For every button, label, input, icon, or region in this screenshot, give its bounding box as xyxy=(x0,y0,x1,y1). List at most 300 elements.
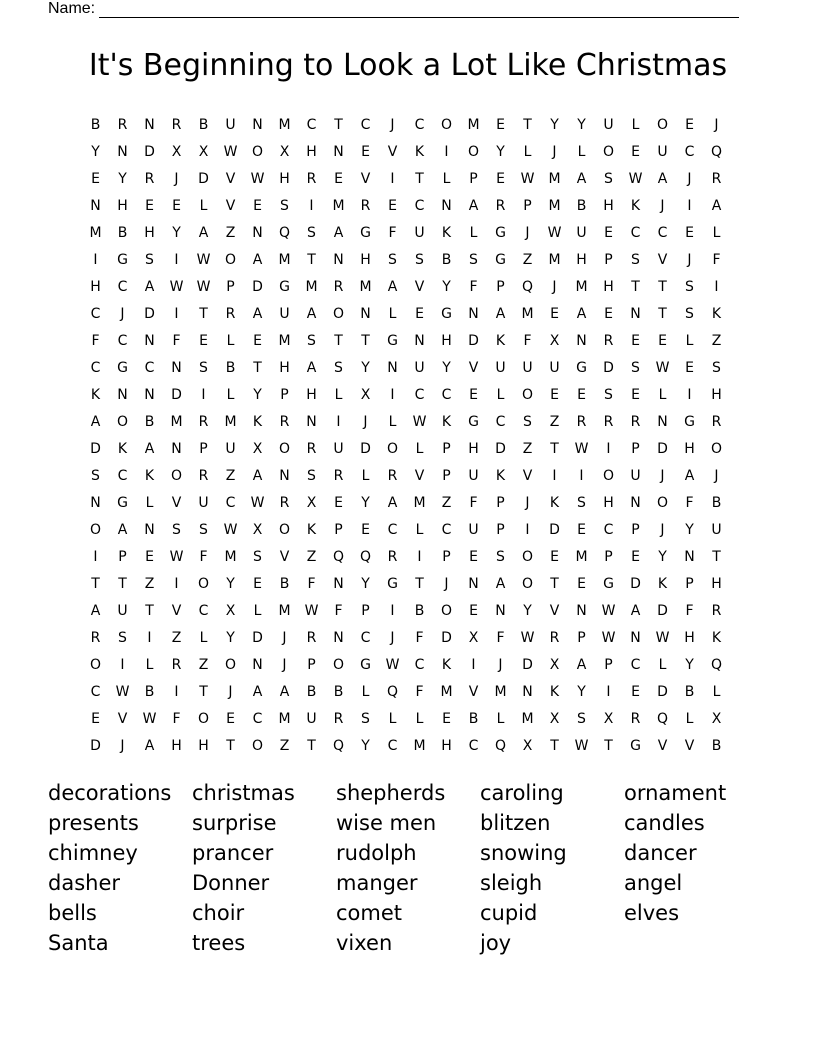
grid-letter: D xyxy=(630,576,641,592)
grid-letter: O xyxy=(224,657,237,673)
grid-letter: Y xyxy=(442,360,451,376)
grid-letter: L xyxy=(577,144,586,160)
grid-letter: I xyxy=(174,306,179,322)
grid-letter: U xyxy=(630,468,641,484)
grid-letter: E xyxy=(415,306,424,322)
grid-letter: P xyxy=(469,171,478,187)
grid-letter: W xyxy=(601,603,616,619)
grid-letter: C xyxy=(90,306,101,322)
grid-letter: H xyxy=(306,144,317,160)
grid-letter: H xyxy=(279,171,290,187)
grid-letter: R xyxy=(387,549,398,565)
grid-letter: I xyxy=(687,198,692,214)
grid-letter: W xyxy=(520,630,535,646)
grid-row xyxy=(82,301,730,328)
grid-letter: K xyxy=(549,495,560,511)
grid-letter: H xyxy=(603,495,614,511)
grid-letter: O xyxy=(467,144,480,160)
grid-letter: Y xyxy=(685,657,694,673)
grid-letter: A xyxy=(252,468,263,484)
grid-letter: H xyxy=(603,198,614,214)
grid-letter: N xyxy=(252,657,263,673)
grid-letter: X xyxy=(549,333,560,349)
grid-letter: Z xyxy=(306,549,317,565)
grid-letter: E xyxy=(145,549,154,565)
grid-letter: Q xyxy=(710,657,723,673)
grid-letter: I xyxy=(336,414,341,430)
letter-grid xyxy=(82,112,730,760)
grid-letter: A xyxy=(252,684,263,700)
grid-letter: P xyxy=(442,549,451,565)
grid-row xyxy=(82,382,730,409)
grid-letter: B xyxy=(576,198,587,214)
grid-letter: D xyxy=(657,603,668,619)
grid-row xyxy=(82,598,730,625)
grid-letter: A xyxy=(468,198,479,214)
grid-letter: P xyxy=(604,549,613,565)
grid-letter: P xyxy=(307,657,316,673)
grid-letter: Z xyxy=(171,630,182,646)
grid-letter: B xyxy=(198,117,209,133)
name-field xyxy=(48,0,748,18)
grid-letter: Y xyxy=(442,279,451,295)
grid-letter: N xyxy=(684,549,695,565)
grid-letter: X xyxy=(252,441,263,457)
grid-letter: A xyxy=(144,738,155,754)
grid-letter: W xyxy=(169,279,184,295)
grid-letter: W xyxy=(601,630,616,646)
grid-letter: T xyxy=(604,738,613,754)
grid-letter: I xyxy=(201,387,206,403)
grid-letter: O xyxy=(521,387,534,403)
grid-letter: J xyxy=(525,225,530,241)
grid-letter: W xyxy=(250,495,265,511)
grid-letter: W xyxy=(250,171,265,187)
grid-letter: N xyxy=(90,495,101,511)
grid-letter: T xyxy=(658,306,667,322)
grid-letter: H xyxy=(684,630,695,646)
grid-letter: O xyxy=(656,495,669,511)
grid-letter: O xyxy=(116,414,129,430)
grid-letter: V xyxy=(468,684,479,700)
grid-letter: M xyxy=(548,252,561,268)
grid-letter: T xyxy=(550,576,559,592)
grid-letter: A xyxy=(306,306,317,322)
grid-letter: N xyxy=(387,360,398,376)
grid-letter: K xyxy=(117,441,128,457)
grid-row xyxy=(82,679,730,706)
grid-letter: R xyxy=(306,441,317,457)
grid-letter: H xyxy=(711,387,722,403)
grid-letter: L xyxy=(658,387,667,403)
grid-letter: H xyxy=(90,279,101,295)
grid-letter: M xyxy=(413,495,426,511)
grid-letter: Y xyxy=(253,387,262,403)
grid-letter: P xyxy=(442,468,451,484)
grid-letter: M xyxy=(548,171,561,187)
grid-letter: S xyxy=(280,198,289,214)
grid-letter: G xyxy=(603,576,614,592)
word-bank-item: chimney xyxy=(48,841,138,865)
grid-letter: C xyxy=(684,144,695,160)
grid-letter: E xyxy=(550,549,559,565)
grid-letter: P xyxy=(604,657,613,673)
grid-letter: O xyxy=(602,144,615,160)
grid-letter: T xyxy=(334,333,343,349)
grid-letter: H xyxy=(603,279,614,295)
word-bank-item: blitzen xyxy=(480,811,551,835)
word-bank-item: Santa xyxy=(48,931,109,955)
grid-letter: T xyxy=(307,738,316,754)
grid-letter: C xyxy=(441,387,452,403)
grid-letter: W xyxy=(223,522,238,538)
grid-letter: L xyxy=(469,225,478,241)
grid-letter: R xyxy=(333,711,344,727)
grid-letter: T xyxy=(631,279,640,295)
grid-letter: P xyxy=(280,387,289,403)
grid-letter: X xyxy=(171,144,182,160)
grid-letter: N xyxy=(144,522,155,538)
grid-letter: Z xyxy=(279,738,290,754)
grid-letter: Z xyxy=(144,576,155,592)
grid-letter: H xyxy=(360,252,371,268)
grid-letter: Y xyxy=(361,360,370,376)
grid-letter: J xyxy=(687,252,692,268)
grid-letter: A xyxy=(657,171,668,187)
grid-letter: N xyxy=(279,468,290,484)
grid-letter: W xyxy=(304,603,319,619)
grid-letter: H xyxy=(441,738,452,754)
grid-letter: S xyxy=(604,171,613,187)
grid-letter: T xyxy=(361,333,370,349)
grid-letter: A xyxy=(576,306,587,322)
grid-letter: J xyxy=(282,657,287,673)
grid-letter: U xyxy=(306,711,317,727)
grid-letter: G xyxy=(630,738,641,754)
grid-letter: X xyxy=(225,603,236,619)
grid-letter: I xyxy=(714,279,719,295)
grid-letter: V xyxy=(387,144,398,160)
grid-letter: E xyxy=(631,144,640,160)
grid-letter: C xyxy=(306,117,317,133)
word-bank-item: shepherds xyxy=(336,781,446,805)
grid-letter: C xyxy=(387,522,398,538)
grid-letter: K xyxy=(441,657,452,673)
grid-letter: Z xyxy=(711,333,722,349)
grid-letter: Z xyxy=(198,657,209,673)
grid-letter: F xyxy=(415,684,424,700)
grid-letter: Y xyxy=(361,576,370,592)
grid-row xyxy=(82,490,730,517)
grid-letter: S xyxy=(604,387,613,403)
grid-letter: B xyxy=(225,360,236,376)
grid-letter: T xyxy=(118,576,127,592)
grid-letter: U xyxy=(414,225,425,241)
grid-letter: O xyxy=(170,468,183,484)
grid-letter: P xyxy=(361,603,370,619)
grid-letter: F xyxy=(415,630,424,646)
grid-letter: U xyxy=(603,117,614,133)
grid-letter: O xyxy=(332,306,345,322)
grid-letter: P xyxy=(631,522,640,538)
grid-letter: K xyxy=(414,144,425,160)
grid-row xyxy=(82,166,730,193)
word-bank-item: Donner xyxy=(192,871,270,895)
word-bank-item: sleigh xyxy=(480,871,543,895)
grid-letter: M xyxy=(548,198,561,214)
grid-letter: S xyxy=(523,414,532,430)
grid-letter: W xyxy=(115,684,130,700)
grid-letter: K xyxy=(441,225,452,241)
grid-letter: S xyxy=(577,711,586,727)
grid-letter: X xyxy=(252,522,263,538)
grid-letter: E xyxy=(91,711,100,727)
grid-letter: R xyxy=(576,414,587,430)
grid-letter: Y xyxy=(361,495,370,511)
grid-letter: X xyxy=(711,711,722,727)
grid-row xyxy=(82,247,730,274)
grid-letter: K xyxy=(549,684,560,700)
grid-letter: J xyxy=(174,171,179,187)
grid-letter: S xyxy=(685,279,694,295)
grid-letter: Q xyxy=(278,225,291,241)
grid-letter: U xyxy=(198,495,209,511)
grid-letter: L xyxy=(388,711,397,727)
grid-letter: R xyxy=(495,198,506,214)
grid-letter: N xyxy=(117,387,128,403)
grid-letter: T xyxy=(199,306,208,322)
grid-letter: T xyxy=(712,549,721,565)
grid-letter: C xyxy=(90,684,101,700)
grid-letter: G xyxy=(117,360,128,376)
grid-letter: E xyxy=(631,684,640,700)
grid-letter: O xyxy=(278,441,291,457)
grid-letter: N xyxy=(333,144,344,160)
grid-letter: D xyxy=(522,657,533,673)
grid-letter: C xyxy=(414,198,425,214)
grid-letter: E xyxy=(361,522,370,538)
grid-letter: T xyxy=(658,279,667,295)
grid-letter: Q xyxy=(710,144,723,160)
grid-letter: L xyxy=(145,495,154,511)
grid-letter: X xyxy=(306,495,317,511)
grid-letter: X xyxy=(522,738,533,754)
grid-letter: C xyxy=(414,387,425,403)
grid-letter: W xyxy=(655,630,670,646)
word-bank-item: surprise xyxy=(192,811,277,835)
grid-letter: V xyxy=(657,252,668,268)
grid-letter: O xyxy=(224,252,237,268)
grid-letter: C xyxy=(630,225,641,241)
grid-letter: H xyxy=(711,576,722,592)
word-bank-item: ornament xyxy=(624,781,727,805)
grid-letter: R xyxy=(603,333,614,349)
grid-letter: S xyxy=(685,306,694,322)
grid-letter: H xyxy=(144,225,155,241)
grid-letter: U xyxy=(468,468,479,484)
grid-letter: P xyxy=(631,441,640,457)
grid-letter: R xyxy=(711,603,722,619)
grid-letter: D xyxy=(603,360,614,376)
grid-letter: V xyxy=(522,468,533,484)
grid-letter: J xyxy=(714,117,719,133)
word-bank-item: joy xyxy=(480,931,512,955)
grid-letter: E xyxy=(550,306,559,322)
grid-letter: N xyxy=(306,414,317,430)
grid-letter: S xyxy=(415,252,424,268)
grid-letter: H xyxy=(171,738,182,754)
grid-letter: O xyxy=(656,117,669,133)
grid-letter: W xyxy=(196,279,211,295)
grid-letter: A xyxy=(684,468,695,484)
grid-letter: L xyxy=(388,306,397,322)
grid-letter: S xyxy=(253,549,262,565)
grid-letter: M xyxy=(89,225,102,241)
grid-letter: X xyxy=(198,144,209,160)
grid-letter: U xyxy=(225,117,236,133)
grid-letter: G xyxy=(360,225,371,241)
grid-letter: L xyxy=(361,684,370,700)
grid-letter: W xyxy=(142,711,157,727)
grid-letter: N xyxy=(522,684,533,700)
grid-letter: R xyxy=(387,468,398,484)
grid-letter: P xyxy=(685,576,694,592)
grid-letter: P xyxy=(577,630,586,646)
grid-letter: T xyxy=(415,576,424,592)
grid-letter: N xyxy=(333,576,344,592)
word-bank-item: elves xyxy=(624,901,680,925)
word-bank-item: comet xyxy=(336,901,403,925)
grid-row xyxy=(82,652,730,679)
grid-letter: L xyxy=(496,387,505,403)
grid-row xyxy=(82,544,730,571)
grid-letter: R xyxy=(603,414,614,430)
grid-letter: U xyxy=(468,522,479,538)
word-bank-item: caroling xyxy=(480,781,564,805)
grid-letter: I xyxy=(606,441,611,457)
grid-letter: M xyxy=(170,414,183,430)
grid-letter: K xyxy=(144,468,155,484)
grid-letter: C xyxy=(90,360,101,376)
grid-letter: I xyxy=(120,657,125,673)
grid-letter: L xyxy=(631,117,640,133)
grid-letter: G xyxy=(387,576,398,592)
grid-letter: R xyxy=(333,279,344,295)
grid-letter: R xyxy=(630,711,641,727)
grid-letter: G xyxy=(387,333,398,349)
grid-row xyxy=(82,409,730,436)
grid-letter: J xyxy=(120,306,125,322)
grid-letter: E xyxy=(469,549,478,565)
grid-letter: T xyxy=(199,684,208,700)
grid-letter: N xyxy=(630,630,641,646)
grid-letter: T xyxy=(550,441,559,457)
grid-letter: B xyxy=(711,738,722,754)
word-bank-column xyxy=(624,778,768,958)
grid-letter: N xyxy=(90,198,101,214)
word-bank-item: decorations xyxy=(48,781,172,805)
grid-letter: R xyxy=(333,468,344,484)
grid-letter: I xyxy=(174,576,179,592)
grid-letter: K xyxy=(441,414,452,430)
word-bank xyxy=(48,778,768,958)
grid-letter: C xyxy=(657,225,668,241)
grid-letter: N xyxy=(144,117,155,133)
grid-letter: T xyxy=(226,738,235,754)
grid-letter: S xyxy=(91,468,100,484)
grid-letter: L xyxy=(361,468,370,484)
name-underline xyxy=(99,1,739,18)
grid-letter: E xyxy=(253,576,262,592)
grid-letter: E xyxy=(685,117,694,133)
grid-letter: G xyxy=(495,225,506,241)
grid-letter: E xyxy=(253,333,262,349)
grid-row xyxy=(82,220,730,247)
grid-row xyxy=(82,193,730,220)
grid-letter: D xyxy=(144,306,155,322)
grid-letter: O xyxy=(602,468,615,484)
grid-letter: E xyxy=(91,171,100,187)
grid-letter: V xyxy=(360,171,371,187)
grid-letter: J xyxy=(660,198,665,214)
grid-letter: U xyxy=(522,360,533,376)
grid-letter: D xyxy=(198,171,209,187)
grid-letter: S xyxy=(631,252,640,268)
word-bank-column xyxy=(480,778,624,958)
grid-letter: H xyxy=(441,333,452,349)
grid-letter: R xyxy=(711,171,722,187)
grid-letter: J xyxy=(498,657,503,673)
grid-letter: W xyxy=(628,171,643,187)
grid-letter: O xyxy=(251,738,264,754)
grid-row xyxy=(82,274,730,301)
grid-letter: D xyxy=(252,279,263,295)
grid-letter: K xyxy=(495,333,506,349)
grid-letter: C xyxy=(387,738,398,754)
grid-letter: L xyxy=(658,657,667,673)
grid-letter: Z xyxy=(225,468,236,484)
grid-letter: A xyxy=(252,306,263,322)
grid-letter: A xyxy=(279,684,290,700)
grid-letter: F xyxy=(496,630,505,646)
grid-letter: L xyxy=(226,387,235,403)
grid-letter: N xyxy=(468,306,479,322)
grid-letter: M xyxy=(521,306,534,322)
grid-letter: Z xyxy=(522,441,533,457)
grid-letter: E xyxy=(604,306,613,322)
grid-letter: X xyxy=(468,630,479,646)
grid-letter: T xyxy=(307,252,316,268)
grid-letter: H xyxy=(684,441,695,457)
word-bank-column xyxy=(192,778,336,958)
grid-letter: L xyxy=(415,522,424,538)
word-bank-item: snowing xyxy=(480,841,567,865)
grid-letter: J xyxy=(552,279,557,295)
grid-letter: A xyxy=(252,252,263,268)
grid-letter: G xyxy=(576,360,587,376)
grid-letter: T xyxy=(334,117,343,133)
grid-letter: C xyxy=(414,117,425,133)
grid-letter: V xyxy=(225,171,236,187)
grid-letter: N xyxy=(414,333,425,349)
grid-letter: P xyxy=(118,549,127,565)
grid-letter: C xyxy=(144,360,155,376)
grid-letter: P xyxy=(496,522,505,538)
grid-letter: C xyxy=(360,117,371,133)
grid-letter: I xyxy=(174,684,179,700)
grid-letter: Y xyxy=(658,549,667,565)
grid-letter: U xyxy=(657,144,668,160)
